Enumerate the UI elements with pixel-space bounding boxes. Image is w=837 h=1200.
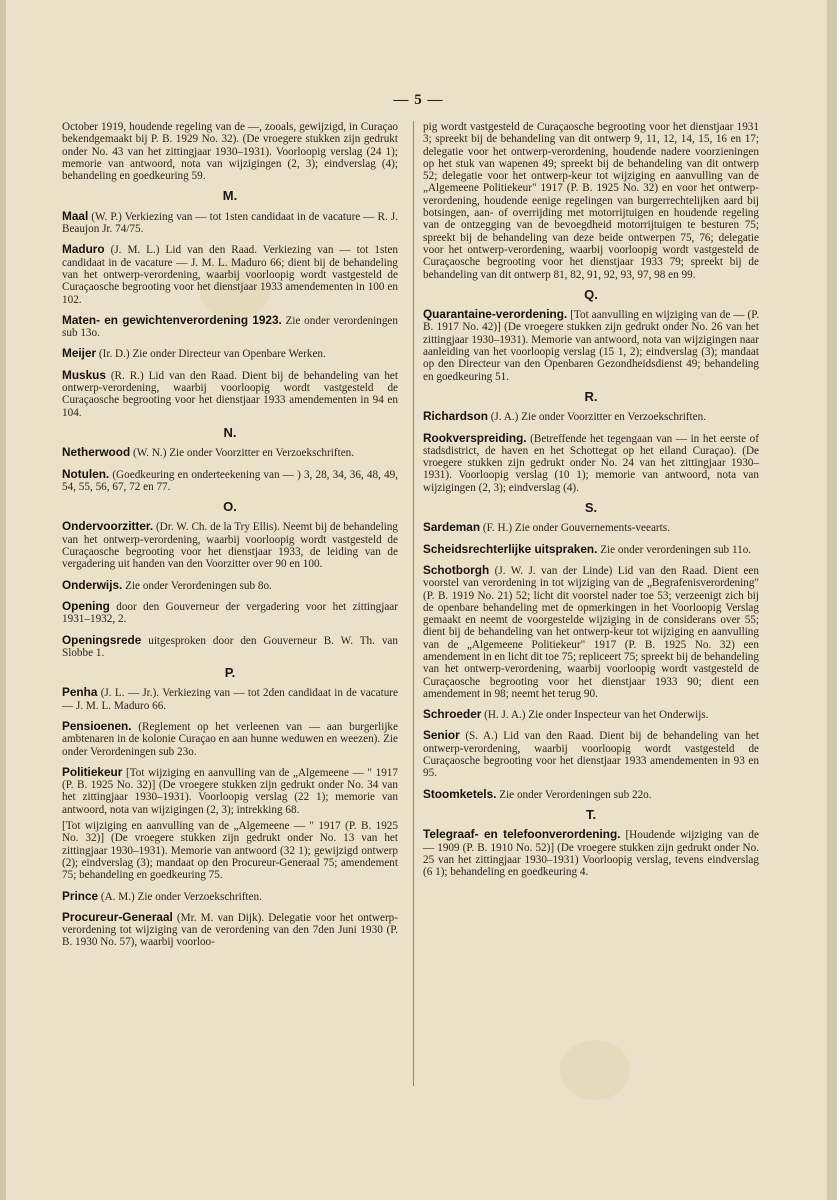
- entry-notulen: [62, 468, 398, 494]
- entry-text: (W. N.) Zie onder Voorzitter en Verzoekschriften.: [130, 447, 355, 460]
- entry-onderwijs: [62, 579, 398, 592]
- entry-scheidsrechterlijke: [423, 543, 759, 556]
- entry-text: Zie onder verordeningen sub 11o.: [597, 543, 752, 556]
- entry-text: (Ir. D.) Zie onder Directeur van Openbare Werken.: [96, 348, 326, 361]
- entry-text: (R. R.) Lid van den Raad. Dient bij de behandeling van het ontwerp-verordening, waarbij voorloopig wordt vastgesteld de Curaçaosche begrooting voor het dienstjaar 1933 amendementen in 94 en 104.: [62, 369, 398, 419]
- headword: Stoomketels.: [423, 786, 497, 801]
- section-letter-q: Q.: [584, 286, 598, 302]
- headword: Maal: [62, 208, 89, 223]
- headword: Muskus: [62, 367, 106, 382]
- entry-quarantaine: [423, 308, 759, 383]
- entry-politiekeur-second: [Tot wijziging en aanvulling van de „Algemeene — " 1917 (P. B. 1925 No. 32)] (De vroegere stukken zijn gedrukt onder No. 13 van het zittingjaar 1930–1931). Memorie van antwoord (32 1); gewijzigd ontwerp (2); eindverslag (3); mandaat op den Procureur-Generaal 75; amendement 75; behandeling en goedkeuring 75.: [62, 820, 398, 882]
- headword: Richardson: [423, 409, 488, 424]
- headword: Maten- en gewichtenverordening 1923.: [62, 312, 282, 327]
- headword: Rookverspreiding.: [423, 430, 527, 445]
- entry-senior: [423, 729, 759, 779]
- entry-richardson: [423, 410, 759, 423]
- paper-stain: [560, 1040, 630, 1100]
- entry-text: (Reglement op het verleenen van — aan burgerlijke ambtenaren in de kolonie Curaçao en aan hunne weduwen en weezen). Zie onder Verordeningen sub 23o.: [62, 720, 398, 758]
- entry-text: Zie onder verordeningen sub 13o.: [62, 314, 398, 340]
- entry-prince: [62, 890, 398, 903]
- page-number: — 5 —: [393, 92, 444, 108]
- entry-text: (J. W. J. van der Linde) Lid van den Raad. Dient een voorstel van verordening in tot wijziging van de „Begrafenisverordening" (P. B. 1919 No. 21) 52; licht dit voorstel nader toe 53; verzeenigt zich bij de openbare behandeling met de opmerkingen in het Voorloopig Verslag gemaakt en neemt de voorgestelde wijziging in de considerans over 55; dient bij de behandeling van het ontwerp-keur tot wijziging en aanvulling van de „Algemeene Politiekeur" 1917 (P. B. 1925 No. 32) een amendement in en licht dit toe 75; repliceert 75; spreekt bij de behandeling van het ontwerp-verordening, waarbij voorloopig wordt vastgesteld de Curaçaosche begrooting voor het dienstjaar 1933 90; dient een amendement in 98; neemt het terug 90.: [423, 564, 759, 700]
- entry-text: (J. M. L.) Lid van den Raad. Verkiezing van — tot 1sten candidaat in de vacature — J. M. L. Maduro 66; dient bij de behandeling van het ontwerp-verordening, waarbij voorloopig wordt vastgesteld de Curaçaosche begrooting voor het dienstjaar 1933 amendementen in 100 en 102.: [62, 244, 398, 306]
- entry-text: (J. L. — Jr.). Verkiezing van — tot 2den candidaat in de vacature — J. M. L. Maduro 66.: [62, 687, 398, 712]
- entry-text: (Betreffende het tegengaan van — in het eerste of stadsdistrict, de haven en het Schottegat op het eiland Curaçao). (De vroegere stukken zijn gedrukt onder No. 24 van het zittingjaar 1930–1931). Voorloopig verslag (10 1); memorie van antwoord, nota van wijzigingen (2, 3); eindverslag (4).: [423, 432, 759, 494]
- entry-text: (S. A.) Lid van den Raad. Dient bij de behandeling van het ontwerp-verordening, waarbij voorloopig wordt vastgesteld de Curaçaosche begrooting voor het dienstjaar 1933 amendementen in 93 en 95.: [423, 730, 759, 780]
- column-divider: [413, 121, 414, 1086]
- headword: Procureur-Generaal: [62, 909, 173, 924]
- entry-continuation: October 1919, houdende regeling van de —, zooals, gewijzigd, in Curaçao bekendgemaakt bij P. B. 1929 No. 32). (De vroegere stukken zijn gedrukt onder No. 43 van het zittingjaar 1930–1931). Voorloopig verslag (24 1); memorie van antwoord, nota van wijzigingen (2, 3); eindverslag (4); behandeling en goedkeuring 59.: [62, 121, 398, 183]
- entry-maduro: [62, 243, 398, 305]
- headword: Onderwijs.: [62, 577, 123, 592]
- entry-text: (Mr. M. van Dijk). Delegatie voor het ontwerp-verordening tot wijziging van de verordening van den 7den Juni 1930 (P. B. 1930 No. 57), waarbij voorloo-: [62, 911, 398, 949]
- scan-edge-left: [0, 0, 6, 1200]
- left-column: [62, 121, 398, 957]
- section-letter-s: S.: [584, 500, 598, 516]
- entry-text: uitgesproken door den Gouverneur B. W. Th. van Slobbe 1.: [62, 634, 398, 659]
- entry-text: Zie onder Verordeningen sub 8o.: [122, 579, 272, 592]
- entry-continuation: pig wordt vastgesteld de Curaçaosche begrooting voor het dienstjaar 1931 3; spreekt bij de behandeling van dit ontwerp 9, 11, 12, 14, 15, 16 en 17; delegatie voor het ontwerp-verordening, houdende nadere voorzieningen op het stuk van wapenen 49; spreekt bij de behandeling van dit ontwerp 52; delegatie voor het ontwerp-keur tot wijziging en aanvulling van de „Algemeene Politiekeur" 1917 (P. B. 1925 No. 32) en voor het ontwerp-verordening, houdende eenige regelingen van burgerrechtelijken aard bij botsingen, aan- of overrijding met motorrijtuigen en houdende regeling van de ontzegging van de bevoegdheid motorrijtuigen te besturen 75; spreekt bij de behandeling van deze beide ontwerpen 75, 76; delegatie voor het ontwerp-verordening, waarbij voorloopig wordt vastgesteld de Curaçaosche begrooting voor het dienstjaar 1933 79; spreekt bij de behandeling van dit ontwerp 81, 82, 91, 92, 93, 97, 98 en 99.: [423, 121, 759, 281]
- entry-text: Zie onder Verordeningen sub 22o.: [496, 788, 652, 801]
- headword: Openingsrede: [62, 632, 142, 647]
- entry-text: (H. J. A.) Zie onder Inspecteur van het Onderwijs.: [481, 709, 709, 722]
- headword: Prince: [62, 888, 99, 903]
- entry-netherwood: [62, 446, 398, 459]
- entry-text: [Houdende wijziging van de — 1909 (P. B. 1910 No. 52)] (De vroegere stukken zijn gedrukt onder No. 25 van het zittingjaar 1930–1931) Voorloopig verslag, tevens eindverslag (6 1); behandeling en goedkeuring 4.: [423, 829, 759, 879]
- headword: Politiekeur: [62, 764, 123, 779]
- entry-text: [Tot aanvulling en wijziging van de — (P. B. 1917 No. 42)] (De vroegere stukken zijn gedrukt onder No. 26 van het zittingjaar 1930–1931). Memorie van antwoord, nota van wijzigingen naar aanleiding van het voorloopig verslag (15 1, 2); eindverslag (3); mandaat op den Directeur van den Openbaren Gezondheidsdienst 49; behandeling en goedkeuring 51.: [423, 309, 759, 383]
- entry-text: (A. M.) Zie onder Verzoekschriften.: [98, 890, 262, 903]
- headword: Quarantaine-verordening.: [423, 307, 568, 322]
- entry-ondervoorzitter: [62, 520, 398, 570]
- headword: Meijer: [62, 346, 97, 361]
- headword: Schroeder: [423, 707, 482, 722]
- entry-text: door den Gouverneur der vergadering voor het zittingjaar 1931–1932, 2.: [62, 600, 398, 626]
- entry-sardeman: [423, 521, 759, 534]
- entry-maten: [62, 314, 398, 340]
- section-letter-t: T.: [585, 806, 597, 822]
- headword: Senior: [423, 728, 460, 743]
- entry-schroeder: [423, 708, 759, 721]
- entry-maal: [62, 210, 398, 236]
- entry-text: (Dr. W. Ch. de la Try Ellis). Neemt bij de behandeling van het ontwerp-verordening, waarbij voorloopig wordt vastgesteld de Curaçaosche begrooting voor het dienstjaar 1933, de leiding van de vergadering uit handen van den Voorzitter over 90 en 100.: [62, 521, 398, 571]
- section-letter-p: P.: [224, 665, 236, 681]
- headword: Notulen.: [62, 466, 110, 481]
- headword: Schotborgh: [423, 562, 490, 577]
- headword: Pensioenen.: [62, 718, 132, 733]
- headword: Scheidsrechterlijke uitspraken.: [423, 541, 598, 556]
- entry-meijer: [62, 347, 398, 360]
- headword: Opening: [62, 598, 110, 613]
- entry-openingsrede: [62, 634, 398, 660]
- entry-procureur-generaal: [62, 911, 398, 949]
- right-column: [423, 121, 759, 886]
- headword: Sardeman: [423, 520, 481, 535]
- section-letter-n: N.: [223, 424, 237, 440]
- headword: Ondervoorzitter.: [62, 519, 154, 534]
- entry-penha: [62, 686, 398, 712]
- entry-schotborgh: [423, 564, 759, 700]
- entry-opening: [62, 600, 398, 626]
- entry-text: [Tot wijziging en aanvulling van de „Algemeene — " 1917 (P. B. 1925 No. 32)] (De vroegere stukken zijn gedrukt onder No. 34 van het zittingjaar 1930–1931). Voorloopig verslag (22 1); memorie van antwoord, nota van wijzigingen (2, 3); intrekking 68.: [62, 766, 398, 816]
- entry-rookverspreiding: [423, 432, 759, 494]
- scan-edge-right: [827, 0, 837, 1200]
- headword: Telegraaf- en telefoonverordening.: [423, 827, 621, 842]
- entry-text: (W. P.) Verkiezing van — tot 1sten candidaat in de vacature — R. J. Beaujon Jr. 74/75.: [62, 210, 398, 236]
- entry-text: (F. H.) Zie onder Gouvernements-veearts.: [480, 522, 670, 535]
- entry-telegraaf: [423, 828, 759, 878]
- section-letter-m: M.: [222, 188, 238, 204]
- headword: Maduro: [62, 242, 105, 257]
- entry-politiekeur: [62, 766, 398, 816]
- entry-pensioenen: [62, 720, 398, 758]
- entry-muskus: [62, 369, 398, 419]
- entry-text: (Goedkeuring en onderteekening van — ) 3, 28, 34, 36, 48, 49, 54, 55, 56, 67, 72 en 77.: [62, 468, 398, 493]
- entry-stoomketels: [423, 788, 759, 801]
- section-letter-r: R.: [584, 388, 598, 404]
- headword: Penha: [62, 685, 98, 700]
- section-letter-o: O.: [223, 499, 237, 515]
- headword: Netherwood: [62, 445, 131, 460]
- entry-text: (J. A.) Zie onder Voorzitter en Verzoekschriften.: [487, 411, 706, 424]
